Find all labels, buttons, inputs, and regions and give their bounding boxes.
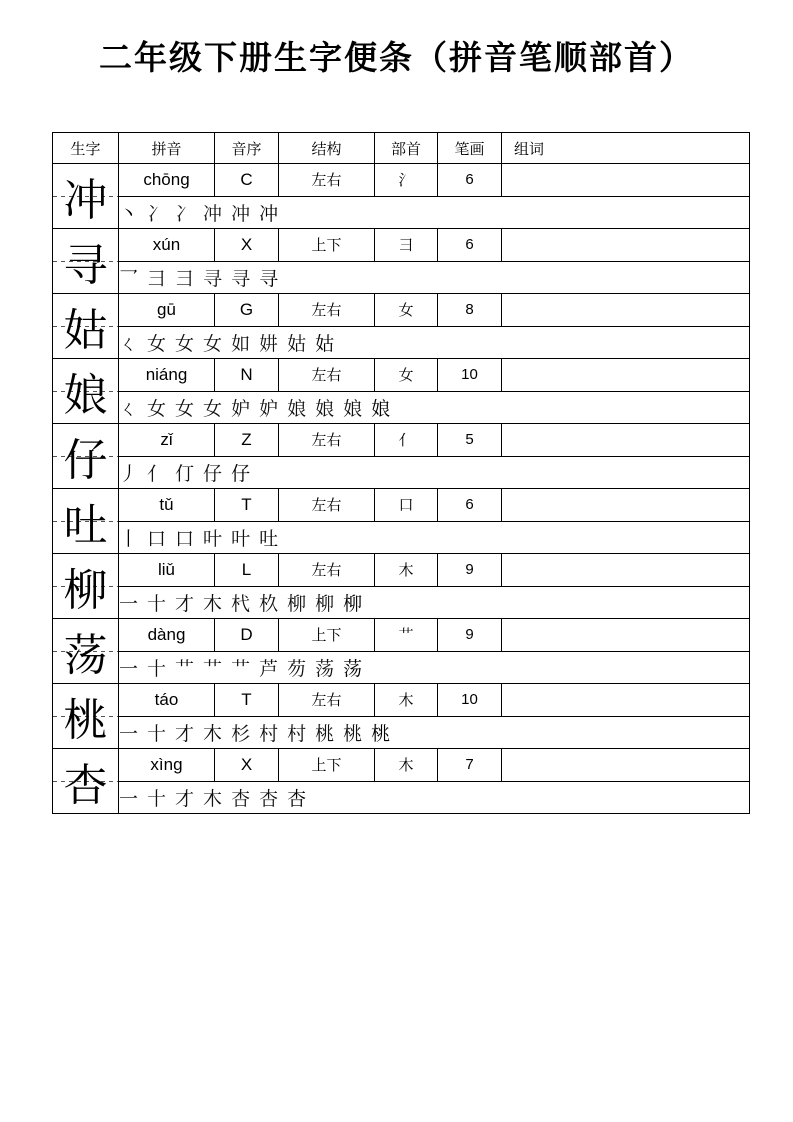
stroke-step: 柳 xyxy=(315,592,335,615)
stroke-step: 妒 xyxy=(231,397,251,420)
initial-cell: N xyxy=(215,359,279,392)
words-cell[interactable] xyxy=(502,164,750,197)
table-row xyxy=(53,749,750,782)
pinyin-cell: dàng xyxy=(119,619,215,652)
header-char: 生字 xyxy=(53,133,119,164)
stroke-step: 娘 xyxy=(343,397,363,420)
character-cell xyxy=(53,359,119,424)
stroke-step: 冲 xyxy=(259,202,279,225)
stroke-step: 冲 xyxy=(231,202,251,225)
stroke-step: 才 xyxy=(175,592,195,615)
stroke-order-row xyxy=(53,781,750,814)
stroke-step: 叶 xyxy=(203,527,223,550)
stroke-step: 木 xyxy=(203,592,223,615)
stroke-order-cell xyxy=(119,781,750,814)
stroke-step: 艹 xyxy=(231,657,251,680)
stroke-step: 才 xyxy=(175,787,195,810)
structure-cell: 左右 xyxy=(279,554,375,587)
character-cell xyxy=(53,684,119,749)
stroke-step: 柳 xyxy=(343,592,363,615)
stroke-step: 冫 xyxy=(175,202,195,225)
structure-cell: 左右 xyxy=(279,684,375,717)
character-table xyxy=(52,132,750,814)
stroke-order-cell xyxy=(119,391,750,424)
stroke-order-row xyxy=(53,651,750,684)
initial-cell: X xyxy=(215,229,279,262)
stroke-count-cell: 5 xyxy=(438,424,502,457)
table-row xyxy=(53,294,750,327)
stroke-order-cell xyxy=(119,196,750,229)
stroke-order-row xyxy=(53,391,750,424)
pinyin-cell: xún xyxy=(119,229,215,262)
stroke-count-cell: 9 xyxy=(438,619,502,652)
stroke-step: 艹 xyxy=(175,657,195,680)
header-words: 组词 xyxy=(502,133,750,164)
table-row xyxy=(53,554,750,587)
stroke-order-row xyxy=(53,716,750,749)
stroke-order-cell xyxy=(119,651,750,684)
table-row xyxy=(53,424,750,457)
stroke-step: 杙 xyxy=(231,592,251,615)
stroke-step: 丶 xyxy=(119,202,139,225)
stroke-step: 十 xyxy=(147,722,167,745)
stroke-step: 彐 xyxy=(147,267,167,290)
radical-cell: 女 xyxy=(375,359,438,392)
radical-cell: 木 xyxy=(375,554,438,587)
words-cell[interactable] xyxy=(502,749,750,782)
stroke-step: 桃 xyxy=(343,722,363,745)
pinyin-cell: táo xyxy=(119,684,215,717)
character-cell xyxy=(53,294,119,359)
words-cell[interactable] xyxy=(502,359,750,392)
stroke-step: 妌 xyxy=(259,332,279,355)
radical-cell: 木 xyxy=(375,684,438,717)
stroke-count-cell: 7 xyxy=(438,749,502,782)
header-pinyin: 拼音 xyxy=(119,133,215,164)
page-title: 二年级下册生字便条（拼音笔顺部首） xyxy=(99,38,694,77)
radical-cell: 口 xyxy=(375,489,438,522)
character-glyph: 荡 xyxy=(63,630,108,681)
stroke-step: 一 xyxy=(119,657,139,680)
pinyin-cell: tǔ xyxy=(119,489,215,522)
pinyin-cell: zǐ xyxy=(119,424,215,457)
table-header-row xyxy=(53,133,750,164)
stroke-step: 叶 xyxy=(231,527,251,550)
header-strokes: 笔画 xyxy=(438,133,502,164)
stroke-step: 如 xyxy=(231,332,251,355)
stroke-order-cell xyxy=(119,716,750,749)
stroke-step: 女 xyxy=(175,332,195,355)
stroke-step: 女 xyxy=(147,332,167,355)
stroke-step: 仔 xyxy=(231,462,251,485)
words-cell[interactable] xyxy=(502,619,750,652)
stroke-step: 仔 xyxy=(203,462,223,485)
stroke-step: 丿 xyxy=(119,462,139,485)
character-cell xyxy=(53,489,119,554)
stroke-step: 乛 xyxy=(119,267,139,290)
stroke-step: 木 xyxy=(203,722,223,745)
stroke-step: 娘 xyxy=(315,397,335,420)
character-cell xyxy=(53,554,119,619)
stroke-step: 亻 xyxy=(147,462,167,485)
stroke-step: 柳 xyxy=(287,592,307,615)
stroke-step: 荡 xyxy=(315,657,335,680)
stroke-count-cell: 6 xyxy=(438,164,502,197)
table-row xyxy=(53,229,750,262)
character-cell xyxy=(53,164,119,229)
stroke-step: 艹 xyxy=(203,657,223,680)
character-cell xyxy=(53,229,119,294)
initial-cell: L xyxy=(215,554,279,587)
stroke-step: 荡 xyxy=(343,657,363,680)
header-initial: 音序 xyxy=(215,133,279,164)
stroke-step: 杦 xyxy=(259,592,279,615)
structure-cell: 左右 xyxy=(279,359,375,392)
stroke-order-cell xyxy=(119,586,750,619)
character-glyph: 娘 xyxy=(63,370,108,421)
words-cell[interactable] xyxy=(502,554,750,587)
character-glyph: 吐 xyxy=(63,500,108,551)
character-glyph: 仔 xyxy=(63,435,108,486)
stroke-count-cell: 6 xyxy=(438,229,502,262)
initial-cell: X xyxy=(215,749,279,782)
pinyin-cell: liǔ xyxy=(119,554,215,587)
stroke-step: 冫 xyxy=(147,202,167,225)
stroke-order-row xyxy=(53,196,750,229)
stroke-step: 村 xyxy=(259,722,279,745)
stroke-count-cell: 6 xyxy=(438,489,502,522)
stroke-step: 妒 xyxy=(259,397,279,420)
stroke-step: 女 xyxy=(175,397,195,420)
structure-cell: 左右 xyxy=(279,164,375,197)
header-structure: 结构 xyxy=(279,133,375,164)
initial-cell: Z xyxy=(215,424,279,457)
structure-cell: 左右 xyxy=(279,294,375,327)
character-cell xyxy=(53,424,119,489)
stroke-step: 十 xyxy=(147,592,167,615)
stroke-step: 杉 xyxy=(231,722,251,745)
stroke-step: 十 xyxy=(147,657,167,680)
stroke-step: 姑 xyxy=(287,332,307,355)
stroke-step: 杏 xyxy=(231,787,251,810)
initial-cell: G xyxy=(215,294,279,327)
stroke-order-cell xyxy=(119,261,750,294)
radical-cell: 氵 xyxy=(375,164,438,197)
stroke-count-cell: 10 xyxy=(438,684,502,717)
character-glyph: 桃 xyxy=(63,695,108,746)
structure-cell: 上下 xyxy=(279,229,375,262)
table-row xyxy=(53,619,750,652)
initial-cell: D xyxy=(215,619,279,652)
stroke-step: 桃 xyxy=(371,722,391,745)
stroke-count-cell: 8 xyxy=(438,294,502,327)
stroke-step: 木 xyxy=(203,787,223,810)
words-cell[interactable] xyxy=(502,424,750,457)
character-glyph: 柳 xyxy=(63,565,108,616)
stroke-order-cell xyxy=(119,521,750,554)
structure-cell: 左右 xyxy=(279,424,375,457)
stroke-step: 姑 xyxy=(315,332,335,355)
stroke-step: 寻 xyxy=(259,267,279,290)
stroke-step: ㄑ xyxy=(119,332,139,355)
stroke-count-cell: 10 xyxy=(438,359,502,392)
stroke-order-row xyxy=(53,326,750,359)
header-radical: 部首 xyxy=(375,133,438,164)
stroke-step: 杏 xyxy=(287,787,307,810)
stroke-step: 一 xyxy=(119,592,139,615)
character-cell xyxy=(53,749,119,814)
radical-cell: 木 xyxy=(375,749,438,782)
words-cell[interactable] xyxy=(502,294,750,327)
stroke-step: 杏 xyxy=(259,787,279,810)
stroke-step: 女 xyxy=(203,397,223,420)
radical-cell: 彐 xyxy=(375,229,438,262)
stroke-order-cell xyxy=(119,456,750,489)
initial-cell: T xyxy=(215,684,279,717)
character-glyph: 姑 xyxy=(63,305,108,356)
pinyin-cell: chōng xyxy=(119,164,215,197)
stroke-step: 芴 xyxy=(287,657,307,680)
table-row xyxy=(53,684,750,717)
stroke-step: 仃 xyxy=(175,462,195,485)
stroke-step: 口 xyxy=(175,527,195,550)
stroke-step: 一 xyxy=(119,787,139,810)
stroke-step: 桃 xyxy=(315,722,335,745)
stroke-step: 女 xyxy=(203,332,223,355)
stroke-step: 娘 xyxy=(287,397,307,420)
pinyin-cell: xìng xyxy=(119,749,215,782)
radical-cell: 亻 xyxy=(375,424,438,457)
stroke-step: 一 xyxy=(119,722,139,745)
words-cell[interactable] xyxy=(502,684,750,717)
stroke-step: 女 xyxy=(147,397,167,420)
stroke-step: 十 xyxy=(147,787,167,810)
words-cell[interactable] xyxy=(502,489,750,522)
stroke-step: 丨 xyxy=(119,527,139,550)
stroke-step: 寻 xyxy=(203,267,223,290)
pinyin-cell: niáng xyxy=(119,359,215,392)
structure-cell: 左右 xyxy=(279,489,375,522)
stroke-step: 冲 xyxy=(203,202,223,225)
stroke-step: 吐 xyxy=(259,527,279,550)
stroke-step: 才 xyxy=(175,722,195,745)
table-row xyxy=(53,489,750,522)
table-row xyxy=(53,359,750,392)
character-glyph: 冲 xyxy=(63,175,108,226)
character-cell xyxy=(53,619,119,684)
structure-cell: 上下 xyxy=(279,619,375,652)
initial-cell: T xyxy=(215,489,279,522)
radical-cell: 女 xyxy=(375,294,438,327)
stroke-step: 彐 xyxy=(175,267,195,290)
stroke-step: 口 xyxy=(147,527,167,550)
stroke-step: 娘 xyxy=(371,397,391,420)
pinyin-cell: gū xyxy=(119,294,215,327)
table-row xyxy=(53,164,750,197)
stroke-count-cell: 9 xyxy=(438,554,502,587)
stroke-order-row xyxy=(53,586,750,619)
stroke-step: 村 xyxy=(287,722,307,745)
stroke-order-row xyxy=(53,456,750,489)
stroke-step: 寻 xyxy=(231,267,251,290)
stroke-order-row xyxy=(53,261,750,294)
character-glyph: 杏 xyxy=(63,760,108,811)
stroke-step: 芦 xyxy=(259,657,279,680)
words-cell[interactable] xyxy=(502,229,750,262)
stroke-order-cell xyxy=(119,326,750,359)
radical-cell: 艹 xyxy=(375,619,438,652)
character-glyph: 寻 xyxy=(63,240,108,291)
structure-cell: 上下 xyxy=(279,749,375,782)
initial-cell: C xyxy=(215,164,279,197)
stroke-order-row xyxy=(53,521,750,554)
stroke-step: ㄑ xyxy=(119,397,139,420)
